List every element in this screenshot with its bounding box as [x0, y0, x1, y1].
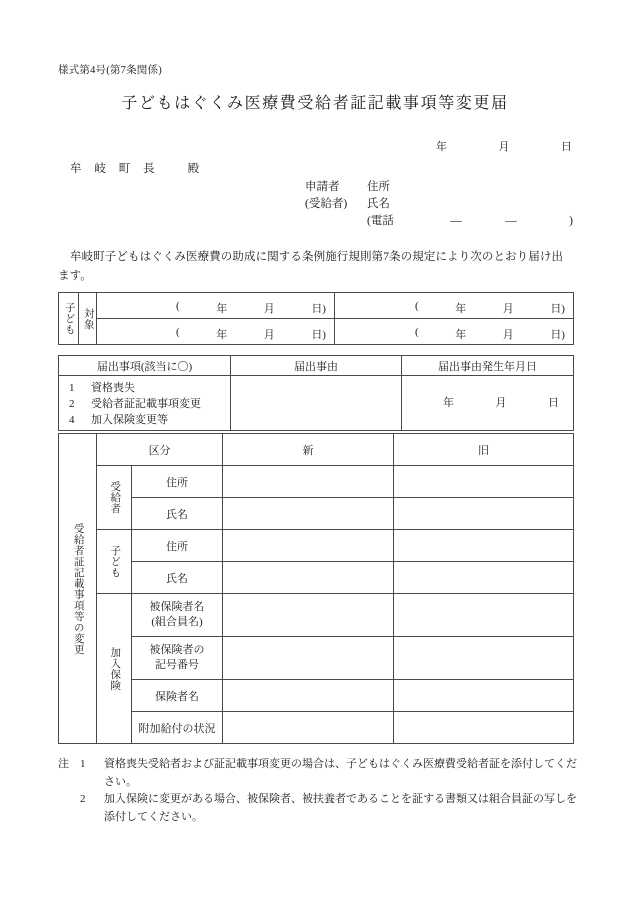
group-label-child-cell — [97, 530, 132, 594]
group-label-recipient-cell — [97, 466, 132, 530]
cell-new-recipient-address[interactable] — [223, 466, 394, 498]
addressee-honorific: 殿 — [187, 163, 200, 175]
cell-old-recipient-name[interactable] — [394, 498, 574, 530]
notify-header-items: 届出事項(該当に〇) — [59, 356, 231, 376]
row-label-recipient-address: 住所 — [132, 466, 223, 498]
reason-option-list — [59, 376, 230, 428]
change-header-new: 新 — [223, 434, 394, 466]
change-details-table — [58, 433, 574, 744]
applicant-address-label: 住所 — [367, 181, 390, 193]
statement-paragraph: 牟岐町子どもはぐくみ医療費の助成に関する条例施行規則第7条の規定により次のとおり届け出ます。 — [58, 251, 564, 282]
cell-old-child-name[interactable] — [394, 562, 574, 594]
notify-header-occur-date: 届出事由発生年月日 — [402, 356, 574, 376]
reason-number: 4 — [69, 414, 75, 426]
cell-old-insured-name[interactable] — [394, 594, 574, 637]
day-label: 日 — [548, 397, 559, 409]
group-label-insurance: 加入保険 — [109, 646, 121, 691]
notification-table — [58, 355, 574, 431]
table-header-row — [59, 356, 574, 376]
day-label: 日) — [550, 329, 565, 341]
cell-old-insurer-name[interactable] — [394, 680, 574, 712]
applicant-name-label: 氏名 — [367, 198, 390, 210]
cell-old-recipient-address[interactable] — [394, 466, 574, 498]
change-header-old: 旧 — [394, 434, 574, 466]
note-text-1: 資格喪失受給者および証記載事項変更の場合は、子どもはぐくみ医療費受給者証を添付してください。 — [104, 758, 577, 788]
addressee-office: 牟 岐 町 長 — [70, 163, 160, 175]
month-label: 月 — [495, 397, 507, 409]
table-row — [59, 712, 574, 744]
reason-option-1[interactable] — [69, 380, 230, 396]
table-row — [59, 594, 574, 637]
day-label: 日) — [550, 303, 565, 315]
row-label-recipient-name: 氏名 — [132, 498, 223, 530]
child-date-cell-4[interactable] — [335, 319, 574, 345]
table-row — [59, 680, 574, 712]
day-label: 日) — [311, 303, 326, 315]
cell-old-insured-symbol-number[interactable] — [394, 637, 574, 680]
table-row — [59, 562, 574, 594]
submission-date-month: 月 — [498, 141, 510, 153]
reason-number: 1 — [69, 382, 75, 394]
year-label: 年 — [455, 329, 467, 341]
row-label-insured-symbol-number — [132, 637, 223, 680]
month-label: 月 — [502, 303, 514, 315]
year-label: 年 — [455, 303, 467, 315]
cell-new-insurer-name[interactable] — [223, 680, 394, 712]
addressee — [70, 160, 199, 176]
cell-new-insured-symbol-number[interactable] — [223, 637, 394, 680]
row-label-insured-name-line1: 被保険者名 — [149, 601, 205, 613]
reason-label: 受給者証記載事項変更 — [91, 398, 201, 410]
notify-reason-options[interactable] — [59, 376, 231, 431]
telephone-dash-2: — — [505, 215, 517, 227]
telephone-label: (電話 — [367, 215, 394, 227]
footer-notes — [58, 756, 578, 826]
cell-new-additional-benefit-status[interactable] — [223, 712, 394, 744]
table-row — [59, 466, 574, 498]
child-date-cell-2[interactable] — [335, 293, 574, 319]
note-number-1: 1 — [80, 758, 86, 770]
change-header-kubun: 区分 — [97, 434, 223, 466]
applicant-block — [305, 178, 573, 229]
cell-new-insured-name[interactable] — [223, 594, 394, 637]
table-row — [59, 293, 574, 319]
recipient-label: (受給者) — [305, 198, 348, 210]
child-date-cell-1[interactable] — [97, 293, 335, 319]
reason-number: 2 — [69, 398, 75, 410]
target-label-cell — [79, 293, 97, 345]
paren-open: ( — [415, 326, 419, 338]
page-title: 子どもはぐくみ医療費受給者証記載事項等変更届 — [121, 95, 509, 112]
row-label-insured-name-line2: (組合員名) — [151, 616, 203, 628]
row-label-additional-benefit-status: 附加給付の状況 — [132, 712, 223, 744]
paren-open: ( — [176, 326, 180, 338]
applicant-address-row — [305, 178, 573, 195]
year-label: 年 — [216, 329, 228, 341]
reason-label: 加入保険変更等 — [91, 414, 168, 426]
change-side-label: 受給者証記載事項等の変更 — [72, 522, 84, 655]
applicant-label: 申請者 — [305, 181, 340, 193]
note-item-2 — [58, 791, 578, 826]
row-label-insured-name — [132, 594, 223, 637]
table-row — [59, 637, 574, 680]
submission-date-year: 年 — [436, 141, 447, 153]
change-side-label-cell — [59, 434, 97, 744]
applicant-name-row — [305, 195, 573, 212]
month-label: 月 — [263, 329, 275, 341]
row-label-child-name: 氏名 — [132, 562, 223, 594]
telephone-paren-close: ) — [569, 215, 573, 227]
cell-old-additional-benefit-status[interactable] — [394, 712, 574, 744]
cell-new-child-address[interactable] — [223, 530, 394, 562]
child-label: 子ども — [63, 302, 75, 335]
row-label-insured-symbol-number-line2: 記号番号 — [155, 659, 199, 671]
notify-reason-input-cell[interactable] — [231, 376, 402, 431]
notify-header-reason: 届出事由 — [231, 356, 402, 376]
table-row — [59, 319, 574, 345]
reason-option-2[interactable] — [69, 396, 230, 412]
notify-occur-date-cell[interactable] — [402, 376, 574, 431]
cell-new-recipient-name[interactable] — [223, 498, 394, 530]
table-row — [59, 530, 574, 562]
row-label-insurer-name: 保険者名 — [132, 680, 223, 712]
form-number: 様式第4号(第7条関係) — [58, 65, 162, 76]
note-text-2: 加入保険に変更がある場合、被保険者、被扶養者であることを証する書類又は組合員証の写しを添付してください。 — [104, 793, 577, 823]
note-item-1 — [58, 756, 578, 791]
month-label: 月 — [263, 303, 275, 315]
child-target-table — [58, 292, 574, 345]
year-label: 年 — [216, 303, 228, 315]
cell-new-child-name[interactable] — [223, 562, 394, 594]
row-label-insured-symbol-number-line1: 被保険者の — [149, 644, 205, 656]
row-label-child-address: 住所 — [132, 530, 223, 562]
table-row — [59, 376, 574, 431]
group-label-recipient: 受給者 — [109, 481, 121, 514]
reason-label: 資格喪失 — [91, 382, 135, 394]
reason-option-4[interactable] — [69, 412, 230, 428]
table-header-row — [59, 434, 574, 466]
occur-date-line — [443, 394, 559, 410]
cell-old-child-address[interactable] — [394, 530, 574, 562]
submission-date-line — [436, 138, 572, 154]
notes-head-label: 注 — [58, 758, 69, 770]
year-label: 年 — [443, 397, 454, 409]
paren-open: ( — [415, 300, 419, 312]
note-number-2: 2 — [80, 793, 86, 805]
child-label-cell — [59, 293, 79, 345]
group-label-insurance-cell — [97, 594, 132, 744]
month-label: 月 — [502, 329, 514, 341]
child-date-cell-3[interactable] — [97, 319, 335, 345]
applicant-telephone-row — [305, 212, 573, 229]
submission-date-day: 日 — [561, 141, 572, 153]
telephone-dash-1: — — [450, 215, 462, 227]
paren-open: ( — [176, 300, 180, 312]
target-label: 対象 — [82, 307, 94, 330]
table-row — [59, 498, 574, 530]
day-label: 日) — [311, 329, 326, 341]
group-label-child: 子ども — [109, 545, 121, 578]
